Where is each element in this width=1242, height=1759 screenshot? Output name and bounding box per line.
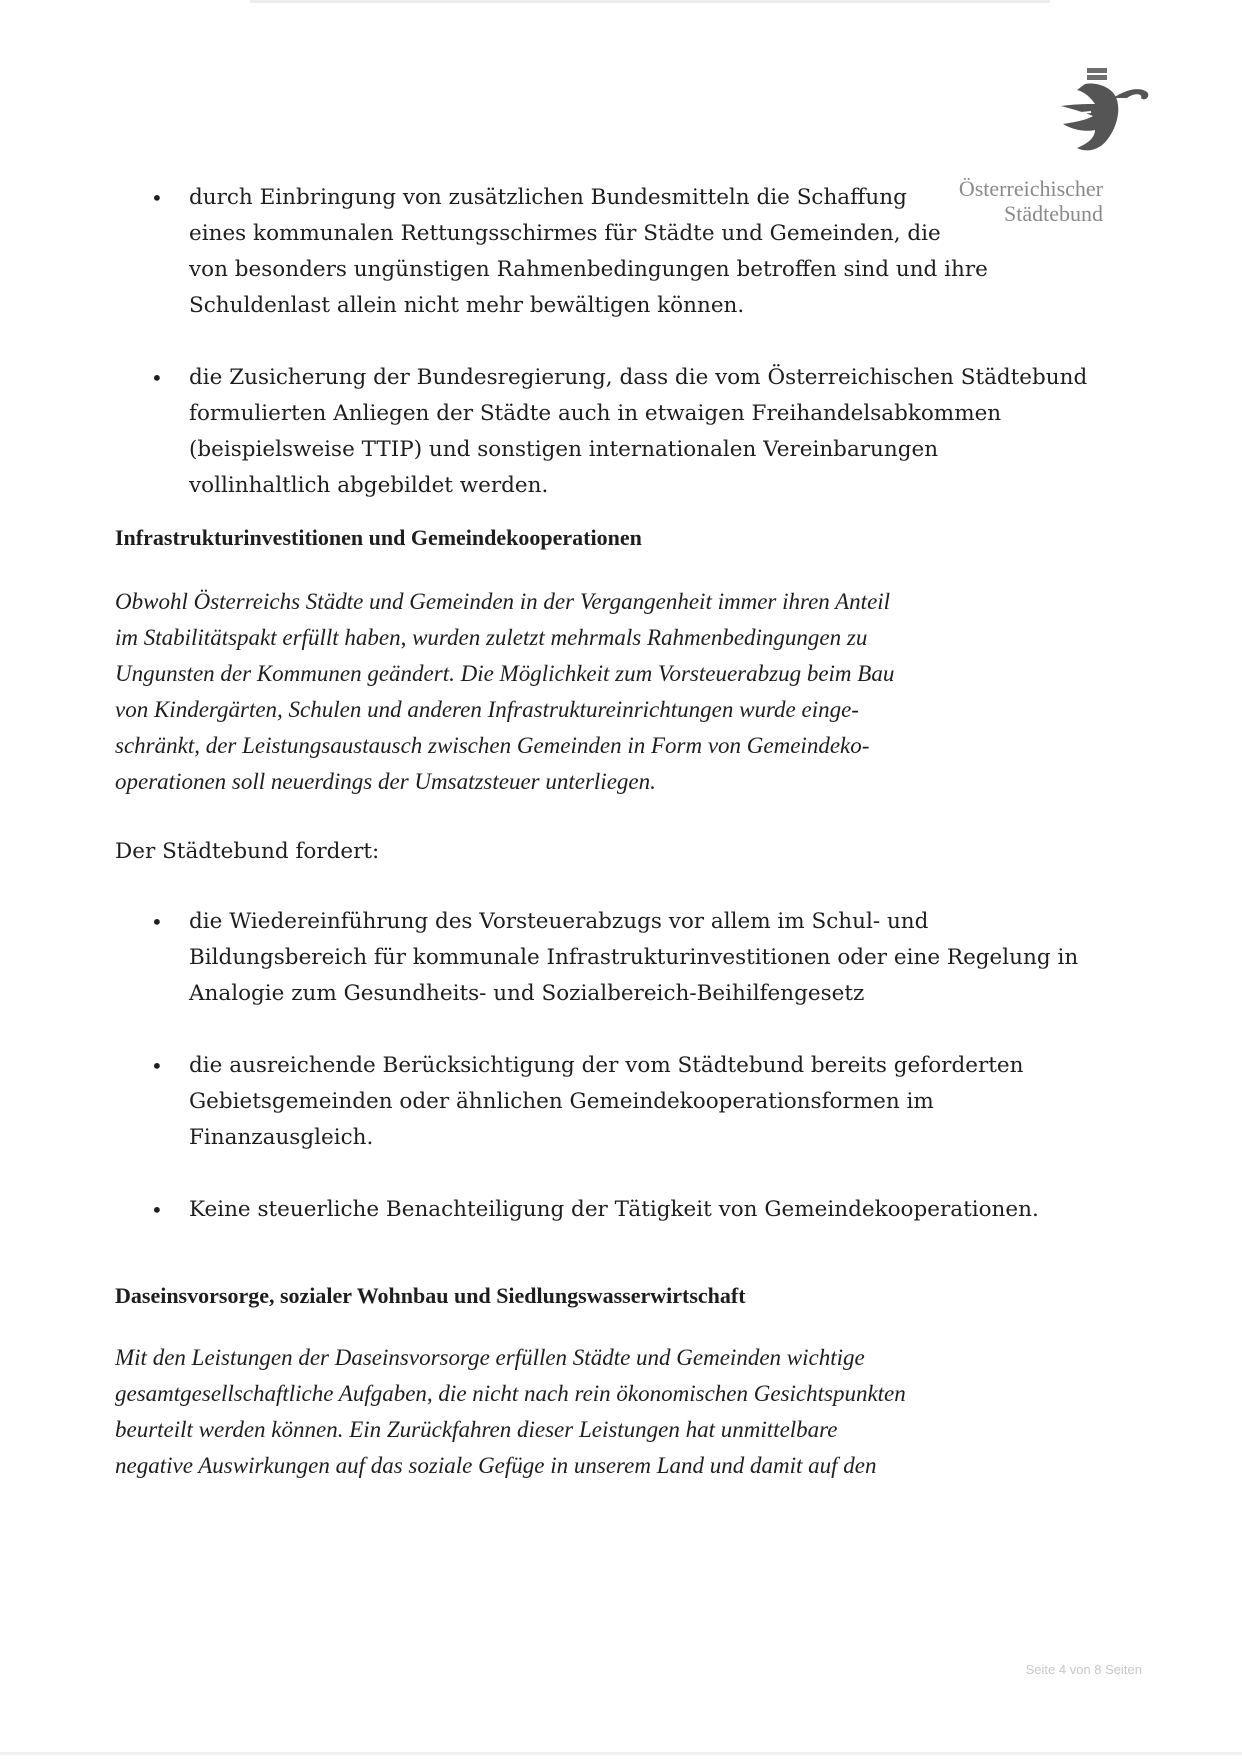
section1-intro [115, 584, 1115, 800]
text-line: Mit den Leistungen der Daseinsvorsorge erfüllen Städte und Gemeinden wichtige [115, 1345, 865, 1370]
section-heading-public-services: Daseinsvorsorge, sozialer Wohnbau und Siedlungswasserwirtschaft [115, 1283, 746, 1308]
text-line: formulierten Anliegen der Städte auch in etwaigen Freihandelsabkommen [189, 401, 1002, 426]
text-line: von besonders ungünstigen Rahmenbedingungen betroffen sind und ihre [189, 257, 988, 282]
text-line: eines kommunalen Rettungsschirmes für Städte und Gemeinden, die [189, 221, 941, 246]
scan-top-edge [250, 0, 1050, 3]
document-body [115, 180, 1115, 1484]
city-association-lion-icon [1055, 68, 1175, 168]
text-line: • die Zusicherung der Bundesregierung, dass die vom Österreichischen Städtebund [189, 365, 1088, 390]
text-line: • Keine steuerliche Benachteiligung der Tätigkeit von Gemeindekooperationen. [189, 1197, 1039, 1222]
text-line: im Stabilitätspakt erfüllt haben, wurden zuletzt mehrmals Rahmenbedingungen zu [115, 625, 868, 650]
text-line: • die Wiedereinführung des Vorsteuerabzugs vor allem im Schul- und [189, 909, 929, 934]
text-line: Gebietsgemeinden oder ähnlichen Gemeindekooperationsformen im [189, 1089, 934, 1114]
text-line: negative Auswirkungen auf das soziale Gefüge in unserem Land und damit auf den [115, 1453, 877, 1478]
page-number: Seite 4 von 8 Seiten [1025, 1662, 1142, 1677]
bullet-list-demands [115, 904, 1115, 1228]
section-heading-infrastructure: Infrastrukturinvestitionen und Gemeindekooperationen [115, 525, 642, 550]
text-line: operationen soll neuerdings der Umsatzsteuer unterliegen. [115, 769, 656, 794]
logo-text-line2: Städtebund [1004, 201, 1103, 226]
bullet-list-top [115, 180, 1115, 504]
text-line: gesamtgesellschaftliche Aufgaben, die nicht nach rein ökonomischen Gesichtspunkten [115, 1381, 906, 1406]
text-line: Ungunsten der Kommunen geändert. Die Möglichkeit zum Vorsteuerabzug beim Bau [115, 661, 895, 686]
text-line: Finanzausgleich. [189, 1125, 374, 1150]
text-line: von Kindergärten, Schulen und anderen Infrastruktureinrichtungen wurde einge- [115, 697, 859, 722]
text-line: • durch Einbringung von zusätzlichen Bundesmitteln die Schaffung [189, 185, 907, 210]
list-item [115, 180, 1115, 324]
list-item [115, 1048, 1115, 1156]
text-line: schränkt, der Leistungsaustausch zwischen Gemeinden in Form von Gemeindeko- [115, 733, 870, 758]
list-item [115, 360, 1115, 504]
text-line: Obwohl Österreichs Städte und Gemeinden in der Vergangenheit immer ihren Anteil [115, 589, 891, 614]
list-item [115, 904, 1115, 1012]
text-line: vollinhaltlich abgebildet werden. [189, 473, 549, 498]
logo-text-line1: Österreichischer [958, 176, 1103, 201]
text-line: Bildungsbereich für kommunale Infrastrukturinvestitionen oder eine Regelung in [189, 945, 1079, 970]
scan-bottom-edge [0, 1752, 1242, 1755]
section2-intro [115, 1340, 1115, 1484]
text-line: Analogie zum Gesundheits- und Sozialbereich-Beihilfengesetz [189, 981, 865, 1006]
text-line: Schuldenlast allein nicht mehr bewältigen können. [189, 293, 745, 318]
list-item [115, 1192, 1115, 1228]
text-line: • die ausreichende Berücksichtigung der vom Städtebund bereits geforderten [189, 1053, 1024, 1078]
text-line: beurteilt werden können. Ein Zurückfahren dieser Leistungen hat unmittelbare [115, 1417, 838, 1442]
text-line: (beispielsweise TTIP) und sonstigen internationalen Vereinbarungen [189, 437, 939, 462]
demand-label: Der Städtebund fordert: [115, 839, 380, 864]
